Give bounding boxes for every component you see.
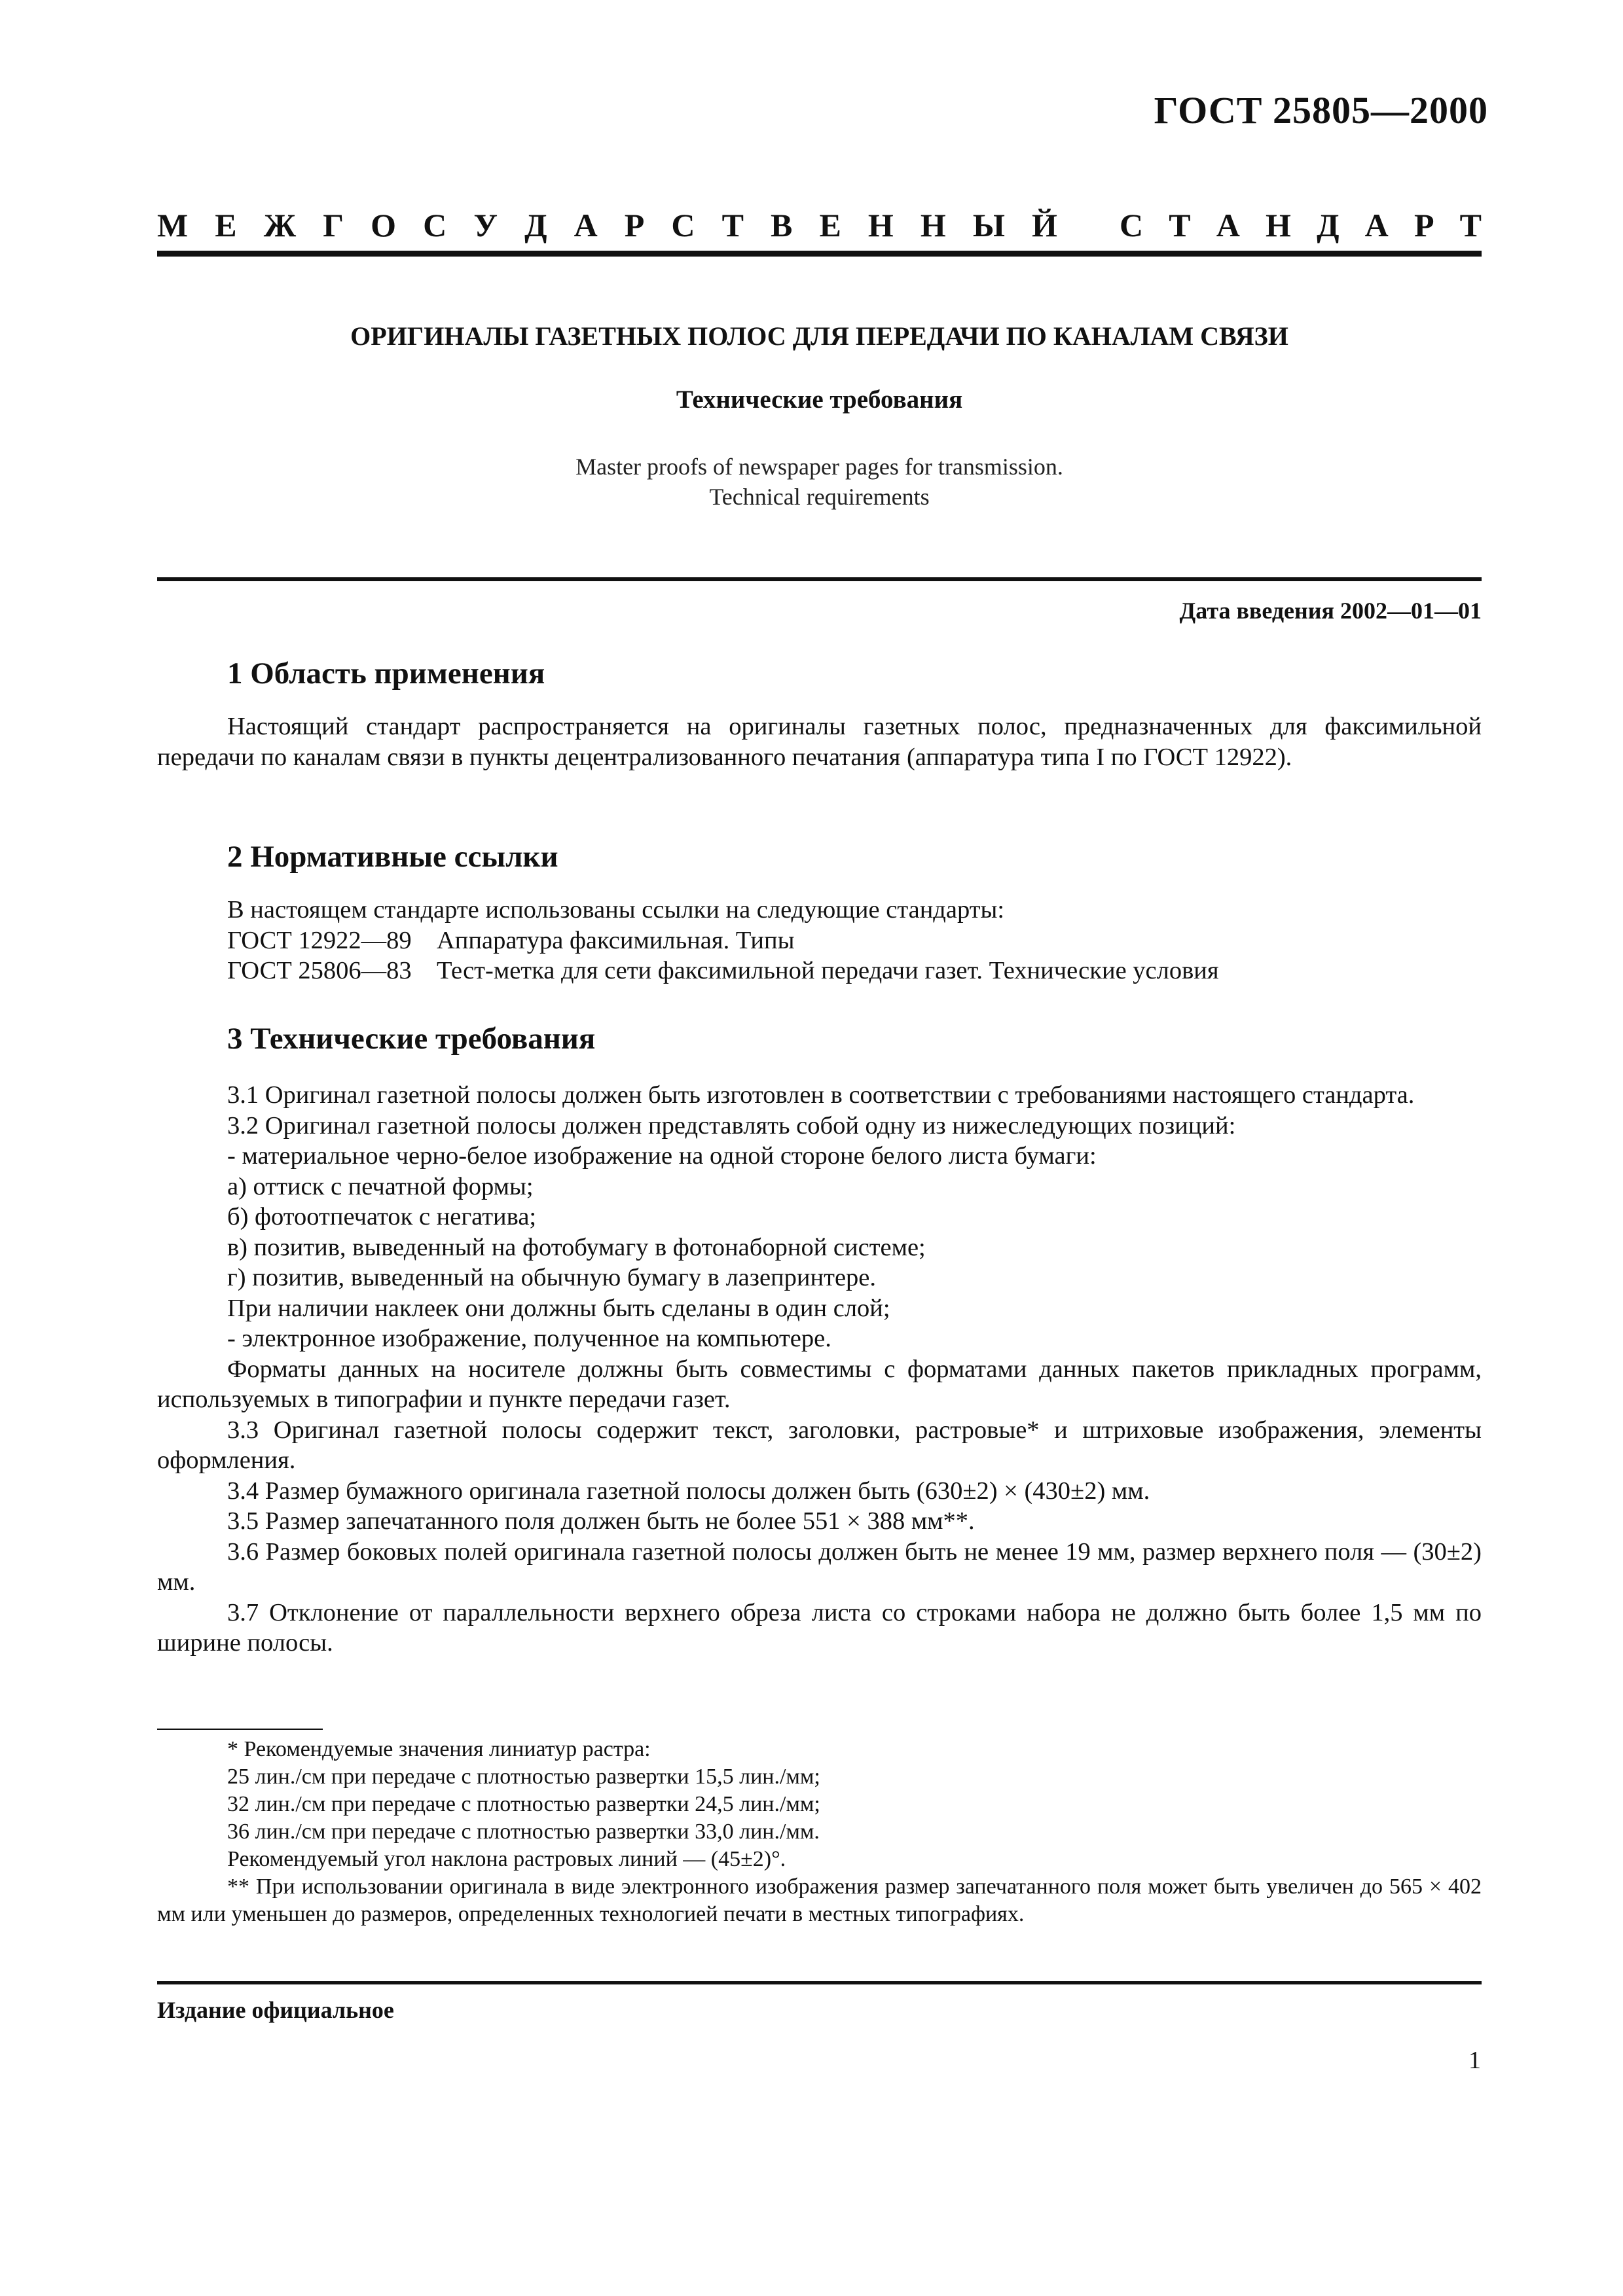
footnote-2: ** При использовании оригинала в виде электронного изображения размер запечатанного поля может быть увеличен до 565 × 402 мм или уменьшен до размеров, определенных технологией печати в местных типографиях. bbox=[157, 1874, 1482, 1926]
banner-letter: О bbox=[371, 207, 397, 243]
footnote-1-line: 32 лин./см при передаче с плотностью развертки 24,5 лин./мм; bbox=[227, 1792, 820, 1816]
clause-3-5: 3.5 Размер запечатанного поля должен быть не более 551 × 388 мм**. bbox=[227, 1507, 975, 1535]
section-2-heading: 2 Нормативные ссылки bbox=[227, 840, 558, 874]
formats-paragraph: Форматы данных на носителе должны быть совместимы с форматами данных пакетов прикладных программ, используемых в типографии и пункте передачи газет. bbox=[157, 1355, 1482, 1413]
banner-letter: Р bbox=[624, 207, 645, 243]
list-item: При наличии наклеек они должны быть сделаны в один слой; bbox=[227, 1294, 890, 1322]
banner-word-standard bbox=[1120, 206, 1482, 244]
section-1-text bbox=[157, 711, 1482, 772]
title-rule bbox=[157, 577, 1482, 581]
list-item: - материальное черно-белое изображение на одной стороне белого листа бумаги: bbox=[227, 1142, 1097, 1170]
page-number: 1 bbox=[1468, 2047, 1481, 2074]
banner-letter: С bbox=[1120, 207, 1144, 243]
reference-item bbox=[157, 956, 1482, 986]
banner-letter: А bbox=[1364, 207, 1389, 243]
banner-letter: Е bbox=[215, 207, 237, 243]
list-item: б) фотоотпечаток с негатива; bbox=[227, 1203, 537, 1230]
banner-letter: Г bbox=[323, 207, 344, 243]
reference-code: ГОСТ 25806—83 bbox=[227, 957, 412, 984]
document-code: ГОСТ 25805—2000 bbox=[1154, 89, 1488, 132]
standard-title: ОРИГИНАЛЫ ГАЗЕТНЫХ ПОЛОС ДЛЯ ПЕРЕДАЧИ ПО КАНАЛАМ СВЯЗИ bbox=[350, 321, 1288, 351]
footer-rule bbox=[157, 1981, 1482, 1984]
banner-letter: Т bbox=[1459, 207, 1482, 243]
reference-title: Тест-метка для сети факсимильной передачи газет. Технические условия bbox=[437, 957, 1219, 984]
footnote-1-line: 25 лин./см при передаче с плотностью развертки 15,5 лин./мм; bbox=[227, 1765, 820, 1789]
banner-letter: Д bbox=[1317, 207, 1340, 243]
english-title bbox=[157, 452, 1482, 512]
banner-word-interstate bbox=[157, 206, 1057, 244]
banner-letter: Д bbox=[524, 207, 547, 243]
footnote-1-heading: * Рекомендуемые значения линиатур растра: bbox=[227, 1737, 651, 1761]
list-item: г) позитив, выведенный на обычную бумагу в лазепринтере. bbox=[227, 1264, 876, 1291]
header-rule bbox=[157, 251, 1482, 257]
banner-letter: М bbox=[157, 207, 189, 243]
banner-letter: Н bbox=[1266, 207, 1291, 243]
banner-letter: Р bbox=[1413, 207, 1434, 243]
banner-letter: Т bbox=[1169, 207, 1191, 243]
banner-letter: Н bbox=[920, 207, 946, 243]
banner-letter: В bbox=[771, 207, 793, 243]
clause-3-7: 3.7 Отклонение от параллельности верхнего обреза листа со строками набора не должно быть более 1,5 мм по ширине полосы. bbox=[157, 1598, 1482, 1657]
clause-3-4: 3.4 Размер бумажного оригинала газетной полосы должен быть (630±2) × (430±2) мм. bbox=[227, 1477, 1150, 1505]
footnotes bbox=[157, 1736, 1482, 1928]
banner-letter: Н bbox=[867, 207, 894, 243]
footnote-separator bbox=[157, 1729, 323, 1730]
footnote-1-line: 36 лин./см при передаче с плотностью развертки 33,0 лин./мм. bbox=[227, 1820, 820, 1844]
banner-letter: Е bbox=[819, 207, 841, 243]
banner-letter: Ы bbox=[972, 207, 1005, 243]
section-3-text bbox=[157, 1080, 1482, 1659]
official-edition-label: Издание официальное bbox=[157, 1997, 394, 2023]
banner-letter: С bbox=[423, 207, 447, 243]
introduction-date: Дата введения 2002—01—01 bbox=[1179, 598, 1482, 624]
list-item: в) позитив, выведенный на фотобумагу в фотонаборной системе; bbox=[227, 1233, 926, 1261]
reference-item bbox=[157, 925, 1482, 956]
standard-subtitle: Технические требования bbox=[676, 386, 963, 414]
reference-title: Аппаратура факсимильная. Типы bbox=[437, 926, 795, 954]
clause-3-1: 3.1 Оригинал газетной полосы должен быть изготовлен в соответствии с требованиями настоящего стандарта. bbox=[227, 1081, 1415, 1109]
clause-3-2: 3.2 Оригинал газетной полосы должен представлять собой одну из нижеследующих позиций: bbox=[227, 1111, 1236, 1139]
list-item: - электронное изображение, полученное на компьютере. bbox=[227, 1325, 831, 1352]
section-3-heading: 3 Технические требования bbox=[227, 1022, 596, 1056]
interstate-standard-banner bbox=[157, 206, 1482, 244]
footnote-1-line: Рекомендуемый угол наклона растровых линий — (45±2)°. bbox=[227, 1847, 786, 1871]
banner-letter: Т bbox=[721, 207, 744, 243]
banner-letter: Й bbox=[1032, 207, 1057, 243]
banner-letter: С bbox=[671, 207, 695, 243]
reference-code: ГОСТ 12922—89 bbox=[227, 926, 412, 954]
banner-letter: А bbox=[1216, 207, 1240, 243]
section-1-heading: 1 Область применения bbox=[227, 656, 545, 691]
banner-letter: Ж bbox=[263, 207, 297, 243]
banner-letter: У bbox=[473, 207, 498, 243]
clause-3-3: 3.3 Оригинал газетной полосы содержит текст, заголовки, растровые* и штриховые изображения, элементы оформления. bbox=[157, 1416, 1482, 1474]
clause-3-6: 3.6 Размер боковых полей оригинала газетной полосы должен быть не менее 19 мм, размер верхнего поля — (30±2) мм. bbox=[157, 1537, 1482, 1596]
references-intro: В настоящем стандарте использованы ссылки на следующие стандарты: bbox=[227, 896, 1005, 924]
section-1-paragraph: Настоящий стандарт распространяется на оригиналы газетных полос, предназначенных для факсимильной передачи по каналам связи в пункты децентрализованного печатания (аппаратура типа I по ГОСТ 12922). bbox=[157, 713, 1482, 771]
section-2-text bbox=[157, 895, 1482, 986]
english-title-line-2: Technical requirements bbox=[709, 484, 930, 510]
banner-letter: А bbox=[574, 207, 598, 243]
list-item: а) оттиск с печатной формы; bbox=[227, 1172, 534, 1200]
english-title-line-1: Master proofs of newspaper pages for transmission. bbox=[575, 454, 1063, 480]
